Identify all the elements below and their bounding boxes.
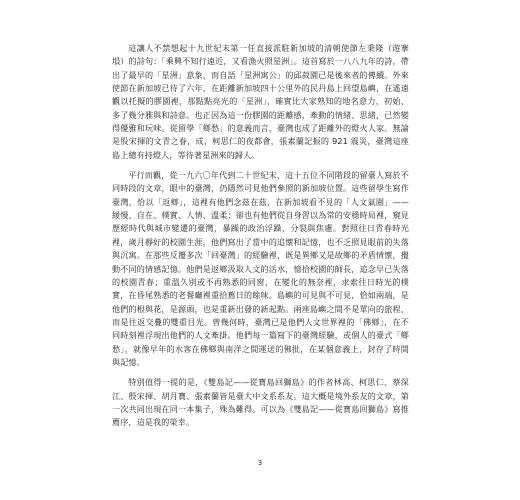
body-text — [112, 42, 409, 437]
paragraph-1: 這讓人不禁想起十九世紀末第一任直接派駐新加坡的清朝使節左秉隆（遊搴塤）的詩句：「乘興不知行遠近，又看漁火照星洲」。這首寫於一八八九年的詩，帶出了最早的「星洲」意象，而自語「星洲寓公」的邱菽園已是後來者的傳續。外來使節在新加坡已待了六年，在距離新加坡四十公里外的民丹島上回望島嶼，在遙遠觀以托擬的膠園裡，那點點亮光的「星洲」，確實比大家熟知的地名意力，初始，多了幾分雅與和詩意。也正因為這一份膠園的距離感，牽動的情緒、思緒，已然變得優雅和玩味。從留學「鄉愁」的意義而言，臺灣也成了距離外的燈火人家。無論是股宋揮的文青之眷，成，柯思仁的夜都會，張素蘭記振的 921 震災，臺灣這座島上總有持燈人，等待著星洲來的歸人。 — [112, 43, 409, 160]
page-number: 3 — [257, 459, 263, 467]
paragraph-3: 特別值得一提的是，《雙島記——從寶島回獅島》的作者林高、柯思仁、蔡深江、殷宋揮、胡月寶、張素蘭皆是臺大中文系系友。這大概是境外系友的文章，第一次共同出現在同一本集子，殊為難得。可以為《雙島記——從寶島回獅島》寫推薦序，這是我的榮幸。 — [112, 377, 409, 428]
paragraph-2: 平行而觀，從一九六〇年代到二十世紀末，這十五位不同階段的留臺人寫於不同時段的文章，眼中的臺灣，仍隱然可見他們參照的新加坡位置。這些留學生寫作臺灣，恰以「返鄉」，這裡有他們念茲在茲，在新加坡看不見的「人文氣圍」——緩慢、自在、樸實、人情、溫柔；卻也有他們從自身習以為常的安穩時局裡，窺見歷經時代與城市變遷的臺灣，暴躁的政治浮躁、分裂與焦慮。對照往日青春時光裡，歲月靜好的校園生涯，他們寫出了當中的追懷和記憶，也不乏照見眼前的失落與沉寓。在那些反覆多次「回臺灣」的經驗裡，既是異鄉又是故鄉的矛盾情懷，攪動不同的情感記憶。他們是返鄉汲取人文的活水，憶拾校園的師長，追念早已失落的校園青春；重溫久別或不再熟悉的同窗，在變化的無奈裡，求索往日時光的樸實，在昏尾熟悉的老餐廳裡重拾舊日的餘味。島嶼的可見與不可見，恰如兩端，是他們的根與花，是源頭，也是重新出發的新起點。兩座島嶼之間不是單向的旅程，而是往返交疊的雙重目光。曾幾何時，臺灣已是他們人文世界裡的「佛鄉」，在不同時刻裡浮現出他們的人文牽掛。他們每一篇寫下的臺灣經驗，或個人的臺式「鄉愁」，就像早年的水客在佛鄉與南洋之間運送的佛批，在某個意義上，封存了時間與記憶。 — [112, 170, 409, 367]
